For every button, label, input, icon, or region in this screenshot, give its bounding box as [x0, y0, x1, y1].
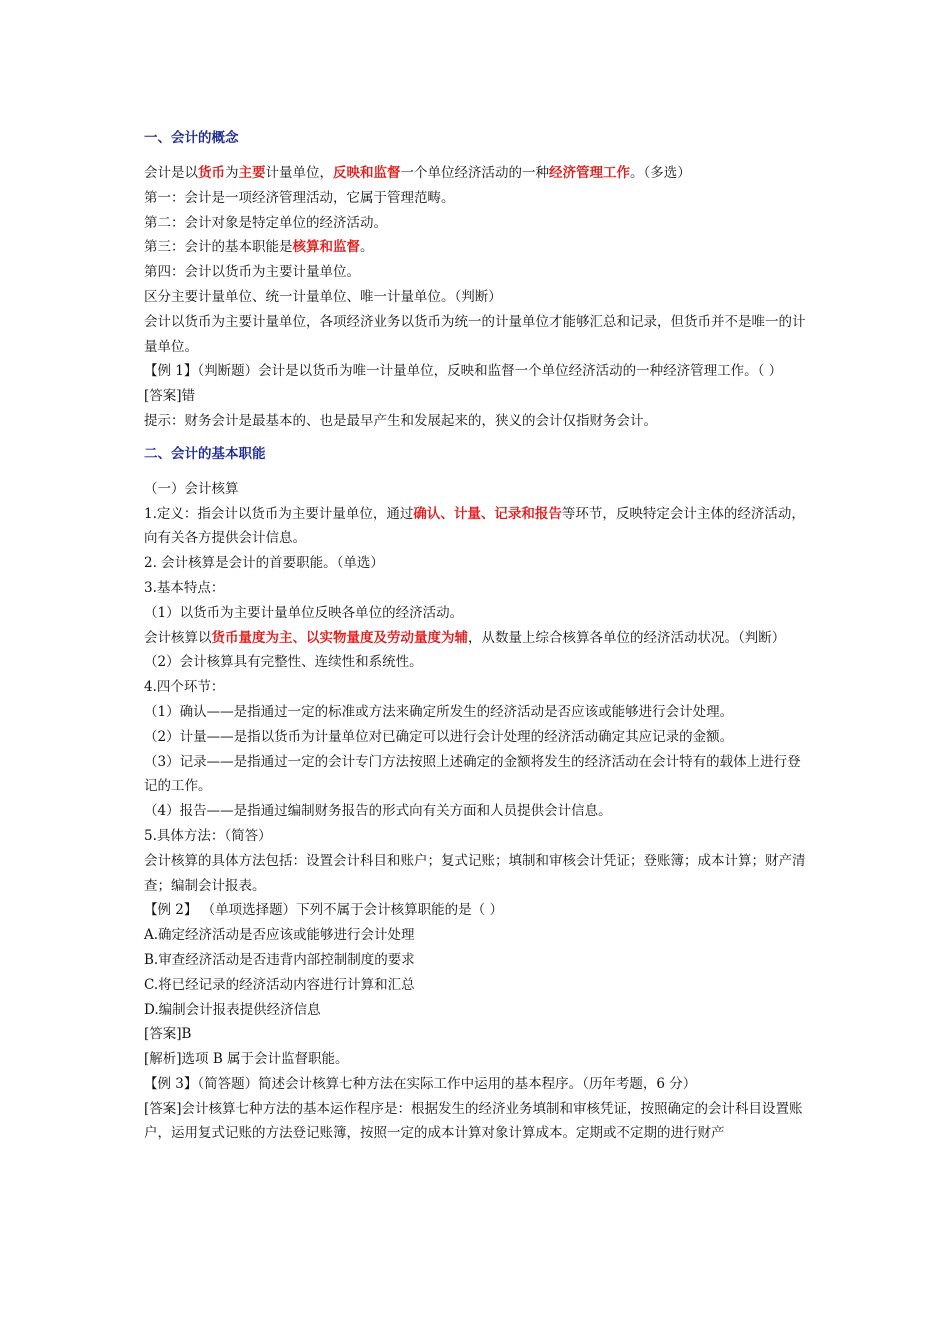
option-a: A.确定经济活动是否应该或能够进行会计处理: [144, 927, 415, 944]
option-b: B.审查经济活动是否违背内部控制制度的要求: [144, 951, 415, 968]
paragraph: 4.四个环节：: [144, 679, 225, 696]
example-question: 【例 3】（简答题）简述会计核算七种方法在实际工作中运用的基本程序。（历年考题，6 分）: [144, 1075, 697, 1092]
document-content: [144, 128, 810, 1146]
paragraph: 第四：会计以货币为主要计量单位。: [144, 264, 360, 281]
paragraph: [144, 626, 810, 651]
text-run: 会计核算以: [144, 629, 212, 646]
option-c: C.将已经记录的经济活动内容进行计算和汇总: [144, 976, 415, 993]
analysis: [解析]选项 B 属于会计监督职能。: [144, 1051, 349, 1068]
paragraph: 2. 会计核算是会计的首要职能。（单选）: [144, 555, 384, 572]
paragraph: 会计核算的具体方法包括：设置会计科目和账户；复式记账；填制和审核会计凭证；登账簿；成本计算；财产清查；编制会计报表。: [144, 852, 806, 894]
paragraph: 5.具体方法：（简答）: [144, 827, 272, 844]
text-run: 一个单位经济活动的一种: [400, 165, 549, 181]
paragraph: 区分主要计量单位、统一计量单位、唯一计量单位。（判断）: [144, 288, 502, 305]
paragraph: （1）确认——是指通过一定的标准或方法来确定所发生的经济活动是否应该或能够进行会计处理。: [144, 703, 734, 720]
paragraph: （1）以货币为主要计量单位反映各单位的经济活动。: [144, 604, 464, 621]
tip: 提示：财务会计是最基本的、也是最早产生和发展起来的，狭义的会计仅指财务会计。: [144, 412, 657, 429]
highlight-text: 货币量度为主、以实物量度及劳动量度为辅: [211, 629, 468, 646]
subheading: （一）会计核算: [144, 480, 239, 497]
text-run: 1.定义：指会计以货币为主要计量单位，通过: [144, 505, 414, 522]
text-run: ，从数量上综合核算各单位的经济活动状况。（判断）: [468, 629, 786, 646]
text-run: 。: [360, 239, 374, 256]
paragraph: （2）计量——是指以货币为计量单位对已确定可以进行会计处理的经济活动确定其应记录的金额。: [144, 728, 734, 745]
paragraph: 会计以货币为主要计量单位，各项经济业务以货币为统一的计量单位才能够汇总和记录，但货币并不是唯一的计量单位。: [144, 313, 806, 355]
highlight-text: 主要: [238, 165, 266, 181]
answer: [答案]错: [144, 388, 196, 405]
paragraph: 第一：会计是一项经济管理活动，它属于管理范畴。: [144, 189, 455, 206]
highlight-text: 反映和监督: [333, 165, 401, 181]
text-run: 第三：会计的基本职能是: [144, 239, 293, 256]
option-d: D.编制会计报表提供经济信息: [144, 1001, 321, 1018]
paragraph: （3）记录——是指通过一定的会计专门方法按照上述确定的金额将发生的经济活动在会计特有的载体上进行登记的工作。: [144, 753, 801, 795]
text-run: 。（多选）: [630, 165, 691, 181]
example-question: 【例 1】（判断题）会计是以货币为唯一计量单位，反映和监督一个单位经济活动的一种经济管理工作。（ ）: [144, 363, 783, 380]
text-run: 会计是以: [144, 165, 198, 181]
highlight-text: 核算和监督: [292, 239, 360, 256]
example-question: 【例 2】 （单项选择题）下列不属于会计核算职能的是（ ）: [144, 902, 503, 919]
paragraph-definition: [144, 161, 810, 186]
highlight-text: 确认、计量、记录和报告: [413, 505, 562, 522]
text-run: 等环节，反映特定会计主体的经济活动，向有关各方提供会计信息。: [144, 505, 805, 547]
text-run: 为: [225, 165, 239, 181]
section-title-functions: 二、会计的基本职能: [144, 445, 266, 462]
paragraph: （2）会计核算具有完整性、连续性和系统性。: [144, 654, 423, 671]
paragraph: （4）报告——是指通过编制财务报告的形式向有关方面和人员提供会计信息。: [144, 803, 612, 820]
paragraph-definition: [144, 502, 810, 552]
paragraph: [144, 235, 810, 260]
highlight-text: 经济管理工作: [549, 165, 630, 181]
text-run: 计量单位，: [265, 165, 333, 181]
paragraph: 3.基本特点：: [144, 579, 225, 596]
answer: [答案]B: [144, 1026, 192, 1043]
paragraph: 第二：会计对象是特定单位的经济活动。: [144, 214, 387, 231]
answer: [答案]会计核算七种方法的基本运作程序是：根据发生的经济业务填制和审核凭证，按照确定的会计科目设置账户，运用复式记账的方法登记账簿，按照一定的成本计算对象计算成本。定期或不定期的进行财产: [144, 1100, 803, 1142]
highlight-text: 货币: [198, 165, 225, 181]
section-title-concept: 一、会计的概念: [144, 130, 239, 146]
